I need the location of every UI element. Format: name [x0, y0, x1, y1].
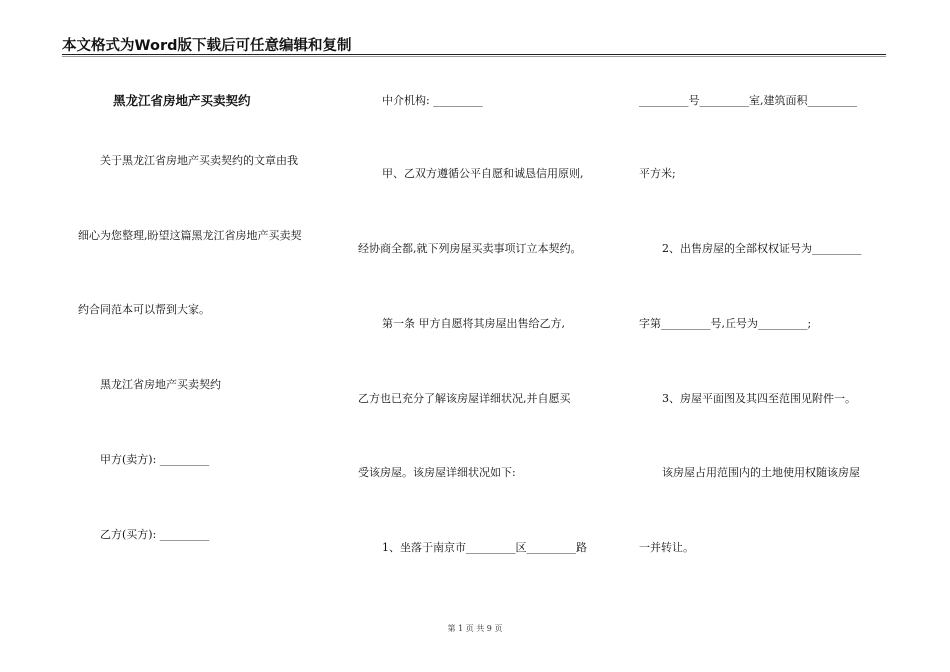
location-line: 1、坐落于南京市_________区_________路	[382, 541, 587, 554]
area-unit-line: 平方米;	[639, 167, 676, 180]
principle-line-2: 经协商全都,就下列房屋买卖事项订立本契约。	[358, 242, 582, 255]
article-1-line-1: 第一条 甲方自愿将其房屋出售给乙方,	[382, 317, 565, 330]
header-divider	[62, 54, 886, 55]
intro-line-1: 关于黑龙江省房地产买卖契约的文章由我	[100, 154, 298, 167]
intro-line-2: 细心为您整理,盼望这篇黑龙江省房地产买卖契	[78, 229, 302, 242]
intro-line-3: 约合同范本可以帮到大家。	[78, 303, 210, 316]
land-use-line-2: 一并转让。	[639, 541, 694, 554]
article-1-line-2: 乙方也已充分了解该房屋详细状况,并自愿买	[358, 392, 571, 405]
page-number: 第 1 页 共 9 页	[447, 624, 503, 633]
room-area-line: _________号_________室,建筑面积_________	[639, 94, 857, 107]
contract-title: 黑龙江省房地产买卖契约	[113, 93, 251, 108]
ownership-cert-line: 2、出售房屋的全部权权证号为_________	[662, 242, 862, 255]
land-use-line-1: 该房屋占用范围内的土地使用权随该房屋	[662, 466, 860, 479]
article-1-line-3: 受该房屋。该房屋详细状况如下:	[358, 466, 516, 479]
cert-number-line: 字第_________号,丘号为_________;	[639, 317, 812, 330]
party-a-line: 甲方(卖方): _________	[100, 453, 210, 466]
party-b-line: 乙方(买方): _________	[100, 528, 210, 541]
document-banner: 本文格式为Word版下载后可任意编辑和复制	[62, 38, 352, 54]
floor-plan-line: 3、房屋平面图及其四至范围见附件一。	[662, 392, 856, 405]
contract-subtitle: 黑龙江省房地产买卖契约	[100, 378, 221, 391]
header-divider-secondary	[62, 56, 886, 57]
agency-line: 中介机构: _________	[382, 94, 483, 107]
principle-line-1: 甲、乙双方遵循公平自愿和诚恳信用原则,	[382, 167, 584, 180]
